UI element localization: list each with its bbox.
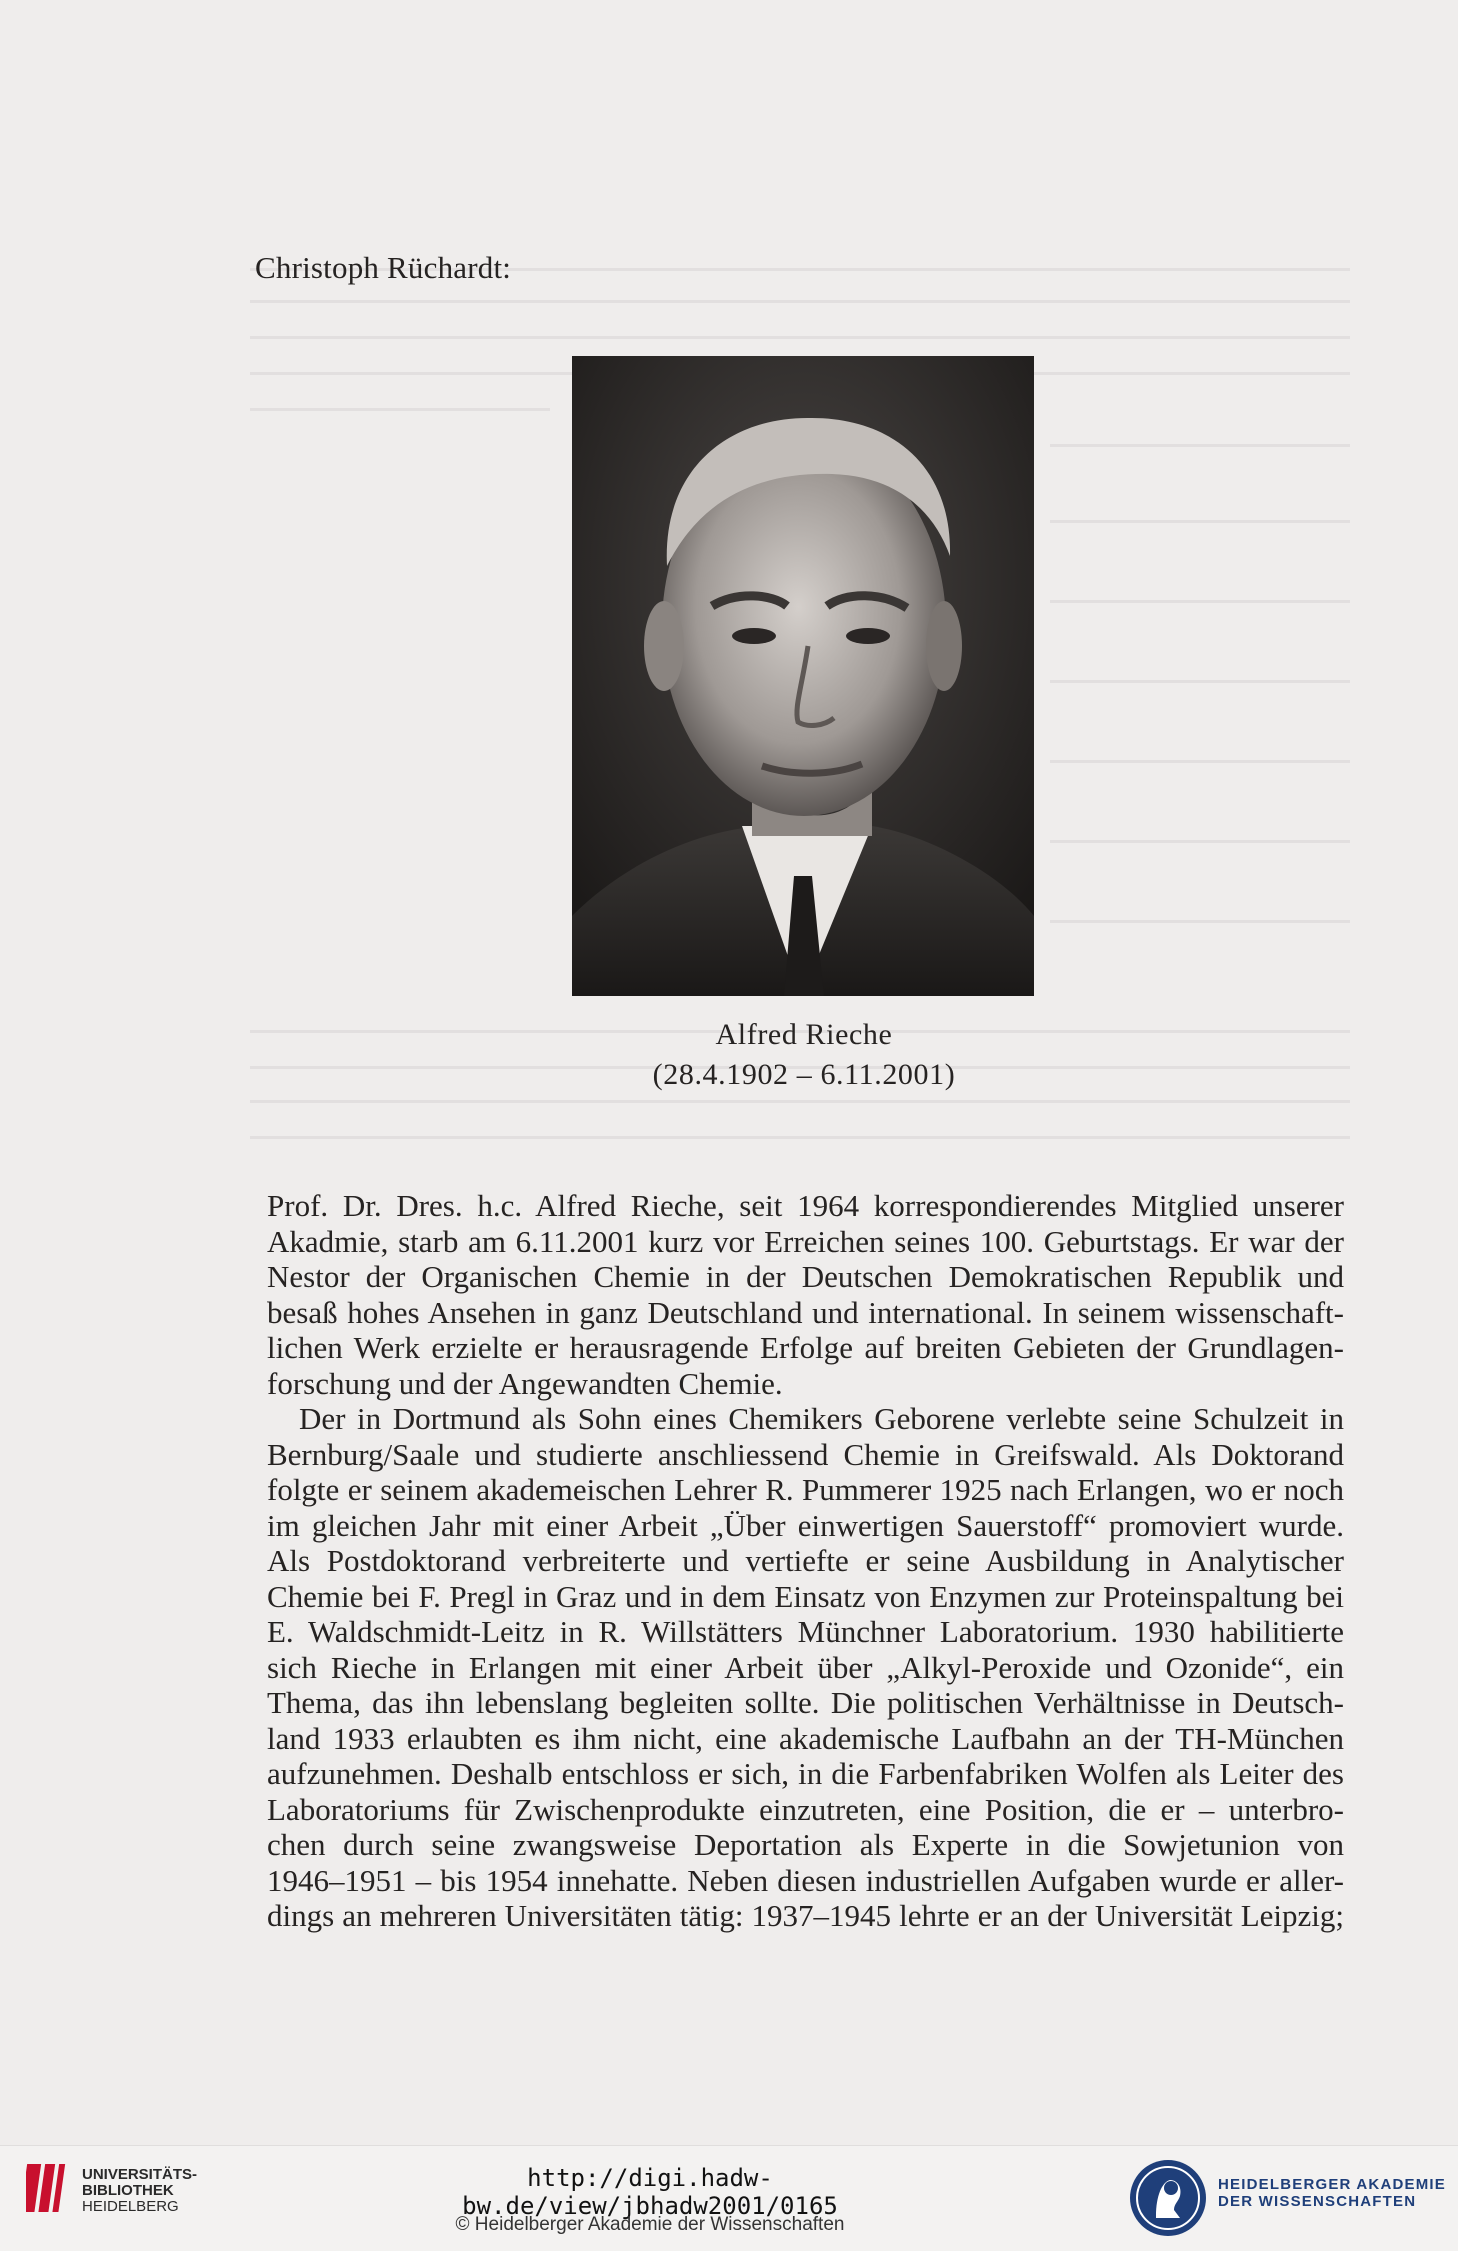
text-line: besaß hohes Ansehen in ganz Deutschland und international. In seinem wissenschaft- (267, 1294, 1344, 1330)
photo-caption-dates: (28.4.1902 – 6.11.2001) (652, 1058, 956, 1091)
author-heading: Christoph Rüchardt: (255, 250, 512, 285)
library-name-line: BIBLIOTHEK (82, 2182, 174, 2199)
text-line: folgte er seinem akademeischen Lehrer R. Pummerer 1925 nach Erlangen, wo er noch (267, 1472, 1344, 1507)
permalink-url[interactable]: http://digi.hadw-bw.de/view/jbhadw2001/0165 (462, 2164, 838, 2220)
text-line: Chemie bei F. Pregl in Graz und in dem Einsatz von Enzymen zur Proteinspaltung bei (267, 1578, 1344, 1614)
bleed-through-line (250, 1100, 1350, 1103)
bleed-through-line (250, 300, 1350, 303)
text-line: land 1933 erlaubten es ihm nicht, eine akademische Laufbahn an der TH-München (267, 1720, 1344, 1756)
text-line: dings an mehreren Universitäten tätig: 1937–1945 lehrte er an der Universität Leipzig; (267, 1898, 1344, 1933)
university-library-logo[interactable] (26, 2158, 76, 2218)
text-line: forschung und der Angewandten Chemie. (267, 1365, 783, 1401)
bleed-through-line (1050, 600, 1350, 603)
text-line: Als Postdoktorand verbreiterte und vertiefte er seine Ausbildung in Analytischer (267, 1543, 1344, 1578)
bleed-through-line (1050, 444, 1350, 447)
bleed-through-line (250, 336, 1350, 339)
text-line: Prof. Dr. Dres. h.c. Alfred Rieche, seit 1964 korrespondierendes Mitglied unserer (267, 1188, 1344, 1223)
bleed-through-line (1050, 920, 1350, 923)
text-line: lichen Werk erzielte er herausragende Erfolge auf breiten Gebieten der Grundlagen- (267, 1330, 1344, 1365)
academy-name-line: HEIDELBERGER AKADEMIE (1218, 2176, 1446, 2193)
text-line: Laboratoriums für Zwischenprodukte einzutreten, eine Position, die er – unterbro- (267, 1791, 1344, 1827)
library-name-line: HEIDELBERG (82, 2198, 179, 2215)
university-library-name[interactable] (82, 2167, 197, 2215)
text-line: im gleichen Jahr mit einer Arbeit „Über einwertigen Sauerstoff“ promoviert wurde. (267, 1507, 1344, 1543)
portrait-photo (572, 356, 1034, 996)
article-body (267, 1188, 1344, 1934)
bleed-through-line (250, 408, 550, 411)
academy-name-line: DER WISSENSCHAFTEN (1218, 2193, 1417, 2210)
paragraph-2 (267, 1401, 1344, 1934)
bleed-through-line (1050, 760, 1350, 763)
paragraph-1 (267, 1188, 1344, 1401)
text-line: Der in Dortmund als Sohn eines Chemikers Geborene verlebte seine Schulzeit in (299, 1401, 1344, 1436)
academy-seal-logo[interactable] (1126, 2156, 1210, 2240)
text-line: Nestor der Organischen Chemie in der Deutschen Demokratischen Republik und (267, 1259, 1344, 1294)
text-line: E. Waldschmidt-Leitz in R. Willstätters Münchner Laboratorium. 1930 habilitierte (267, 1614, 1344, 1649)
text-line: Bernburg/Saale und studierte anschliessend Chemie in Greifswald. Als Doktorand (267, 1436, 1344, 1472)
bleed-through-line (1050, 680, 1350, 683)
text-line: aufzunehmen. Deshalb entschloss er sich, in die Farbenfabriken Wolfen als Leiter des (267, 1756, 1344, 1791)
academy-name[interactable] (1218, 2176, 1446, 2210)
copyright-notice: © Heidelberger Akademie der Wissenschaften (455, 2214, 845, 2235)
text-line: sich Rieche in Erlangen mit einer Arbeit über „Alkyl-Peroxide und Ozonide“, ein (267, 1649, 1344, 1685)
bleed-through-line (1050, 520, 1350, 523)
bleed-through-line (250, 1136, 1350, 1139)
text-line: 1946–1951 – bis 1954 innehatte. Neben diesen industriellen Aufgaben wurde er aller- (267, 1862, 1344, 1898)
bleed-through-line (1050, 840, 1350, 843)
text-line: Thema, das ihn lebenslang begleiten sollte. Die politischen Verhältnisse in Deutsch- (267, 1685, 1344, 1720)
photo-caption-name: Alfred Rieche (715, 1018, 893, 1051)
text-line: Akadmie, starb am 6.11.2001 kurz vor Erreichen seines 100. Geburtstags. Er war der (267, 1223, 1344, 1259)
text-line: chen durch seine zwangsweise Deportation als Experte in die Sowjetunion von (267, 1827, 1344, 1862)
portrait-image (572, 356, 1034, 996)
library-name-line: UNIVERSITÄTS- (82, 2166, 198, 2183)
